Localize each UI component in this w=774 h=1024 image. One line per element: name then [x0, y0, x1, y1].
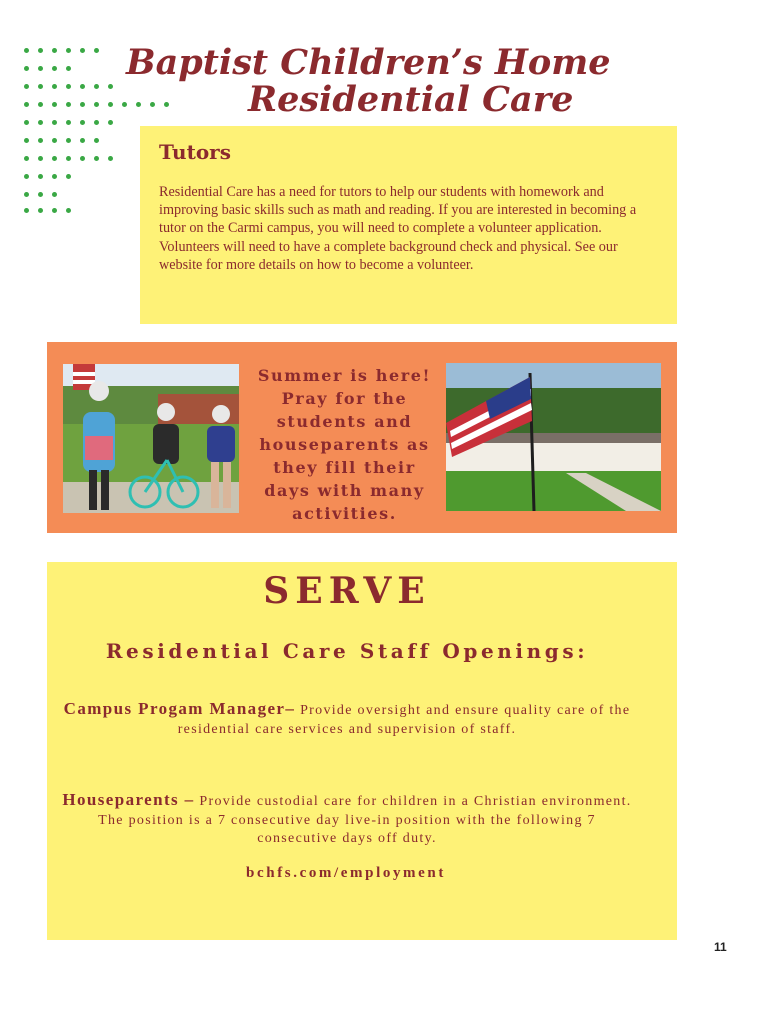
job-houseparents [57, 791, 637, 849]
job-description: Provide oversight and ensure quality care of the residential care services and supervision of staff. [177, 703, 631, 737]
tutors-section [140, 126, 677, 324]
girls-biking-photo [63, 364, 239, 513]
page-number: 11 [714, 940, 727, 954]
serve-section [47, 562, 677, 940]
page-title-line-2: Residential Care [248, 79, 574, 120]
summer-prayer-message: Summer is here! Pray for the students and houseparents as they fill their days with many activities. [257, 366, 432, 523]
page-title-line-1: Baptist Children’s Home [126, 42, 611, 83]
serve-title: SERVE [263, 570, 431, 612]
tutors-heading: Tutors [159, 140, 231, 164]
employment-link[interactable]: bchfs.com/employment [246, 865, 446, 881]
summer-section [47, 342, 677, 533]
job-title: Campus Progam Manager– [63, 699, 296, 718]
flag-and-house-photo [446, 363, 661, 511]
staff-openings-heading: Residential Care Staff Openings: [105, 639, 589, 663]
job-title: Houseparents – [62, 790, 195, 809]
job-campus-program-manager [57, 700, 637, 739]
tutors-body-text: Residential Care has a need for tutors to help our students with homework and improving basic skills such as math and reading. If you are interested in becoming a tutor on the Carmi campus, you will need to complete a volunteer application. Volunteers will need to have a complete background check and physical. See our website for more details on how to become a volunteer. [159, 184, 637, 273]
job-description: Provide custodial care for children in a Christian environment. The position is a 7 consecutive day live-in position with the following 7 consecutive days off duty. [98, 794, 632, 846]
